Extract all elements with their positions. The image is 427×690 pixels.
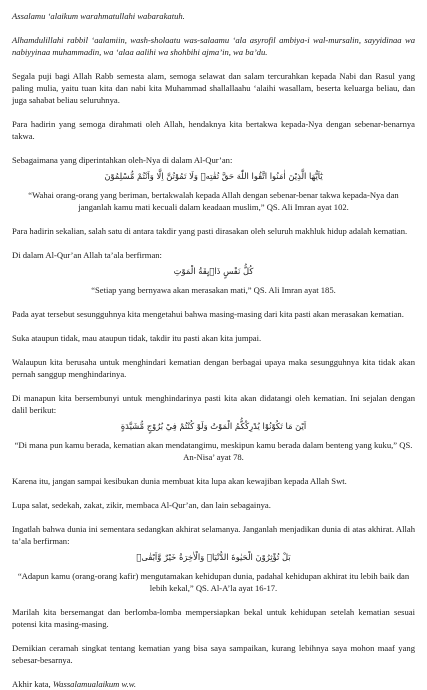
verse-ali-imran-102-translation: “Wahai orang-orang yang beriman, bertakwalah kepada Allah dengan sebenar-benar takwa kepada-Nya dan janganlah kamu mati kecuali dalam keadaan muslim,” QS. Ali Imran ayat 102. bbox=[28, 190, 399, 212]
closing-prefix: Akhir kata, bbox=[12, 679, 53, 689]
verse4-intro: Ingatlah bahwa dunia ini sementara sedangkan akhirat selamanya. Janganlah menjadikan dunia di atas akhirat. Allah ta’ala berfirman: bbox=[12, 524, 415, 546]
opening-greeting: Assalamu ‘alaikum warahmatullahi wabarakatuh. bbox=[12, 11, 185, 21]
compete-in-good-paragraph: Marilah kita bersemangat dan berlomba-lomba mempersiapkan bekal untuk kehidupan setelah kematian sesuai potensi kita masing-masing. bbox=[12, 607, 415, 629]
verse-an-nisa-78-translation: “Di mana pun kamu berada, kematian akan mendatangimu, meskipun kamu berada dalam benteng yang kuku,” QS. An-Nisa’ ayat 78. bbox=[14, 440, 413, 462]
verse-ali-imran-185-arabic: كُلُّ نَفْسٍ ذَاۤىِٕقَةُ الْمَوْتِ bbox=[173, 266, 254, 276]
verse-ali-imran-185-translation: “Setiap yang bernyawa akan merasakan mati,” QS. Ali Imran ayat 185. bbox=[91, 285, 336, 295]
verse2-intro: Di dalam Al-Qur’an Allah ta’ala berfirman: bbox=[12, 250, 162, 260]
inevitability-paragraph: Suka ataupun tidak, mau ataupun tidak, takdir itu pasti akan kita jumpai. bbox=[12, 333, 262, 343]
closing-apology-paragraph: Demikian ceramah singkat tentang kematian yang bisa saya sampaikan, kurang lebihnya saya mohon maaf yang sebesar-besarnya. bbox=[12, 643, 415, 665]
dont-forget-paragraph: Karena itu, jangan sampai kesibukan dunia membuat kita lupa akan kewajiban kepada Allah Swt. bbox=[12, 476, 347, 486]
closing-line bbox=[12, 678, 415, 690]
verse-al-ala-arabic: بَلْ تُؤْثِرُوْنَ الْحَيٰوةَ الدُّنْيَاۖ وَالْاٰخِرَةُ خَيْرٌ وَّاَبْقٰىۗ bbox=[136, 552, 291, 562]
death-certainty-paragraph: Para hadirin sekalian, salah satu di antara takdir yang pasti dirasakan oleh seluruh makhluk hidup adalah kematian. bbox=[12, 226, 408, 236]
verse2-explanation: Pada ayat tersebut sesungguhnya kita mengetahui bahwa masing-masing dari kita pasti akan merasakan kematian. bbox=[12, 309, 404, 319]
call-to-taqwa-paragraph: Para hadirin yang semoga dirahmati oleh Allah, hendaknya kita bertakwa kepada-Nya dengan sebenar-benarnya takwa. bbox=[12, 119, 415, 141]
verse3-intro: Di manapun kita bersembunyi untuk menghindarinya pasti kita akan didatangi oleh kematian. Ini sejalan dengan dalil berikut: bbox=[12, 393, 415, 415]
praise-translation: Segala puji bagi Allah Rabb semesta alam, semoga selawat dan salam tercurahkan kepada Nabi dan Rasul yang paling mulia, yaitu tuan kita dan nabi kita Muhammad shallallaahu ‘alaihi wasallam, beserta keluarga beliau, dan juga sahabat beliau seluruhnya. bbox=[12, 71, 415, 105]
opening-arabic-praise: Alhamdulillahi rabbil ‘aalamiin, wash-sholaatu was-salaamu ‘ala asyrofil ambiya-i wal-mursalin, sayyidinaa wa nabiyyinaa muhammadin, wa ‘alaa aalihi wa shohbihi ajma’in, wa ba’du. bbox=[12, 35, 415, 57]
verse-al-ala-translation: “Adapun kamu (orang-orang kafir) mengutamakan kehidupan dunia, padahal kehidupan akhirat itu lebih baik dan lebih kekal,” QS. Al-A’la ayat 16-17. bbox=[17, 571, 410, 593]
closing-salam: Wassalamualaikum w.w. bbox=[52, 679, 136, 689]
quran-intro: Sebagaimana yang diperintahkan oleh-Nya di dalam Al-Qur’an: bbox=[12, 155, 233, 165]
cannot-avoid-paragraph: Walaupun kita berusaha untuk menghindari kematian dengan berbagai upaya maka sesungguhnya kita tidak akan pernah sanggup menghindarinya. bbox=[12, 357, 415, 379]
obligations-paragraph: Lupa salat, sedekah, zakat, zikir, membaca Al-Qur’an, dan lain sebagainya. bbox=[12, 500, 271, 510]
verse-an-nisa-78-arabic: اَيْنَ مَا تَكُوْنُوْا يُدْرِكْكُّمُ الْمَوْتُ وَلَوْ كُنْتُمْ فِيْ بُرُوْجٍ مُّشَيَّدَةٍ bbox=[120, 421, 307, 431]
verse-ali-imran-102-arabic: يٰٓاَيُّهَا الَّذِيْنَ اٰمَنُوا اتَّقُوا اللّٰهَ حَقَّ تُقٰتِهٖ وَلَا تَمُوْتُنَّ اِلَّا وَاَنْتُمْ مُّسْلِمُوْنَ bbox=[104, 171, 323, 181]
